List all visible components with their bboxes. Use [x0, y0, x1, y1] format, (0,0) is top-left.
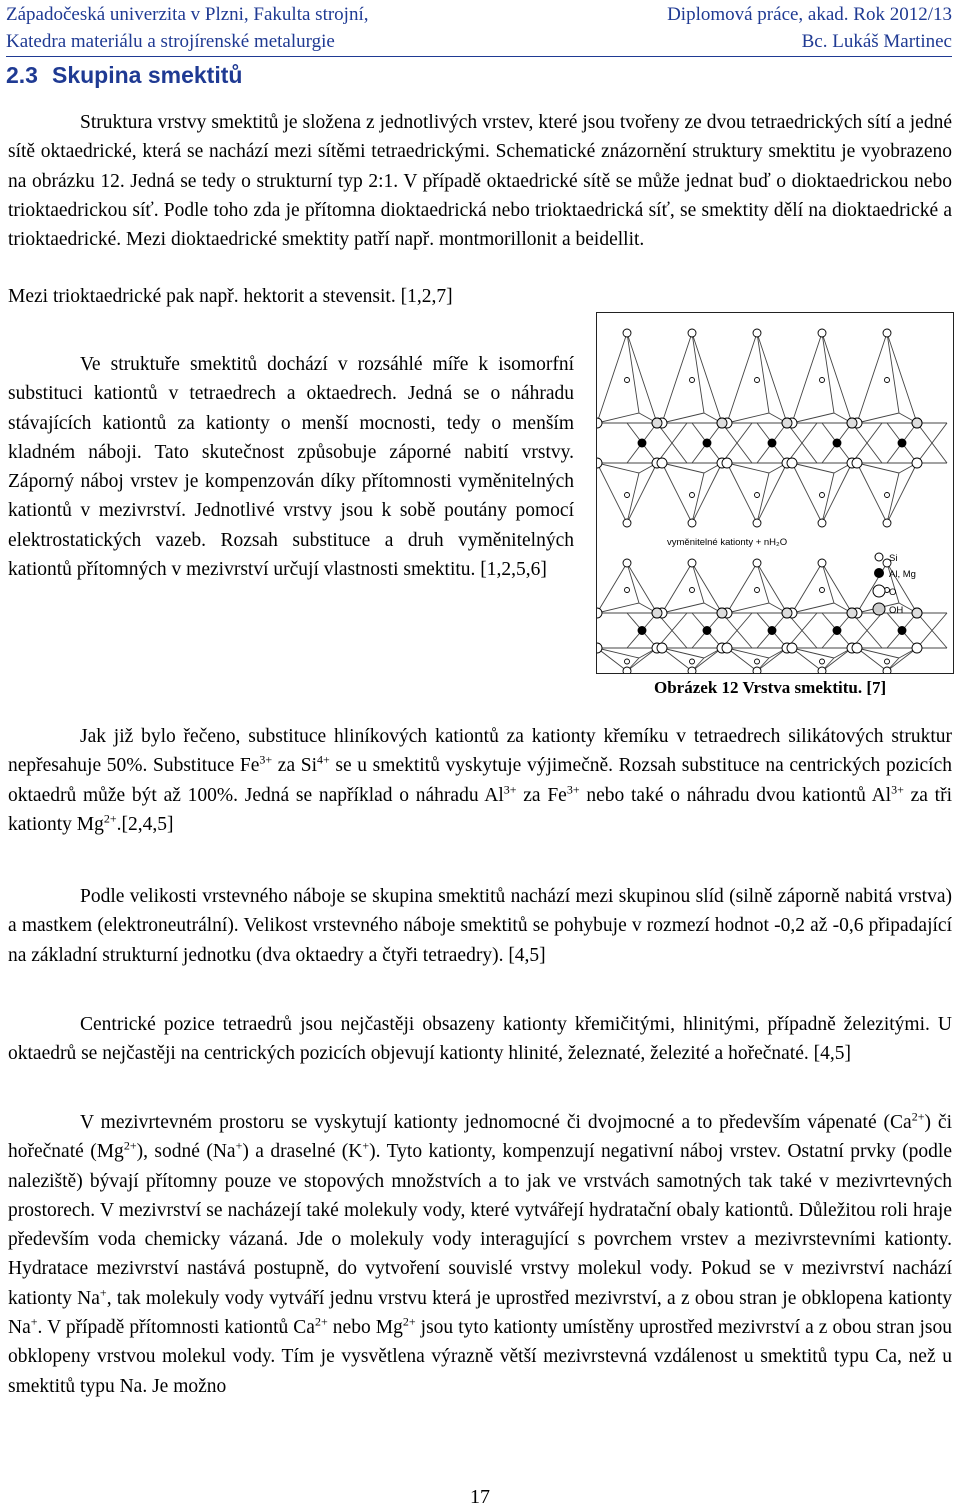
lattice-atom — [818, 519, 826, 527]
lattice-atom — [638, 627, 646, 635]
lattice-bond — [627, 333, 657, 423]
smectite-structure-drawing — [597, 313, 953, 673]
lattice-atom — [820, 588, 825, 593]
lattice-atom — [703, 439, 711, 447]
lattice-bond — [692, 333, 722, 423]
lattice-bond — [627, 473, 639, 523]
lattice-bond — [692, 473, 704, 523]
lattice-atom — [852, 643, 862, 653]
figure-caption: Obrázek 12 Vrstva smektitu. [7] — [654, 678, 887, 697]
lattice-bond — [757, 333, 787, 423]
lattice-atom — [753, 667, 761, 673]
lattice-atom — [755, 659, 760, 664]
legend-o-label: O — [889, 587, 897, 598]
lattice-bond — [727, 333, 757, 423]
lattice-atom — [753, 519, 761, 527]
lattice-atom — [820, 378, 825, 383]
p3-sup-fe: 3+ — [259, 752, 273, 767]
lattice-atom — [885, 659, 890, 664]
lattice-atom — [787, 458, 797, 468]
lattice-atom — [818, 559, 826, 567]
lattice-atom — [625, 588, 630, 593]
lattice-bond — [822, 333, 852, 423]
p6-sup-k: + — [362, 1138, 370, 1153]
lattice-atom — [703, 627, 711, 635]
lattice-bond — [627, 648, 657, 671]
lattice-atom — [722, 458, 732, 468]
lattice-atom — [782, 608, 792, 618]
lattice-atom — [885, 378, 890, 383]
lattice-bond — [857, 463, 899, 473]
lattice-bond — [792, 603, 834, 613]
legend-si-label: Si — [889, 553, 898, 564]
lattice-bond — [822, 473, 834, 523]
lattice-bond — [857, 413, 899, 423]
lattice-bond — [857, 463, 887, 523]
lattice-bond — [662, 603, 704, 613]
lattice-atom — [625, 659, 630, 664]
p6-sup-na3: + — [30, 1314, 38, 1329]
legend-o-symbol — [873, 585, 885, 597]
lattice-atom — [623, 559, 631, 567]
lattice-atom — [623, 329, 631, 337]
p6-text-f: , tak molekuly vody vytváří jednu vrstvu která je uprostřed mezivrství, a z obou stran je obklopena kationty Na — [8, 1287, 952, 1339]
lattice-atom — [912, 418, 922, 428]
p6-text-c: ), sodné (Na — [136, 1141, 236, 1163]
lattice-atom — [690, 378, 695, 383]
lattice-atom — [883, 519, 891, 527]
lattice-bond — [727, 413, 769, 423]
p6-text-a: V mezivrtevném prostoru se vyskytují kationty jednomocné či dvojmocné a to především vápenaté (Ca — [80, 1112, 912, 1133]
lattice-atom — [652, 608, 662, 618]
p3-text-e: nebo také o náhradu dvou kationtů Al — [579, 784, 892, 806]
figure-inner-label: vyměnitelné kationty + nH₂O — [667, 537, 788, 548]
lattice-bond — [792, 333, 822, 423]
lattice-atom — [768, 439, 776, 447]
paragraph-6 — [8, 1108, 952, 1401]
p3-text-f: za tři kationty Mg — [8, 784, 953, 835]
lattice-bond — [692, 563, 722, 613]
legend-almg-label: Al, Mg — [889, 569, 916, 580]
paragraph-1-tail — [8, 282, 574, 311]
lattice-bond — [757, 333, 769, 413]
lattice-bond — [692, 648, 722, 671]
lattice-atom — [688, 667, 696, 673]
lattice-bond — [822, 648, 852, 671]
lattice-atom — [883, 667, 891, 673]
p3-sup-si: 4+ — [317, 752, 330, 767]
p3-text-d: za Fe — [516, 784, 567, 806]
lattice-atom — [597, 608, 602, 618]
lattice-bond — [627, 333, 639, 413]
p3-text-b: za Si — [272, 755, 318, 777]
paragraph-1 — [8, 108, 952, 292]
paragraph-5-text: Centrické pozice tetraedrů jsou nejčastěji obsazeny kationty křemičitými, hlinitými, případně železitými. U oktaedrů se nejčastěji na centrických pozicích objevují kationty hlinité, železnaté, železité a hořečnaté. [4,5] — [8, 1014, 952, 1065]
lattice-atom — [657, 458, 667, 468]
lattice-bond — [792, 563, 822, 613]
lattice-atom — [820, 659, 825, 664]
lattice-atom — [652, 418, 662, 428]
paragraph-1-tail-text: Mezi trioktaedrické pak např. hektorit a stevensit. [1,2,7] — [8, 286, 453, 307]
section-heading — [6, 62, 242, 89]
header-author: Bc. Lukáš Martinec — [801, 31, 952, 52]
lattice-bond — [822, 333, 834, 413]
header-thesis: Diplomová práce, akad. Rok 2012/13 — [667, 4, 952, 25]
lattice-bond — [757, 648, 787, 671]
lattice-atom — [753, 329, 761, 337]
lattice-bond — [597, 333, 627, 423]
figure-legend — [873, 553, 916, 616]
lattice-atom — [688, 519, 696, 527]
p6-text-i: jsou tyto kationty umístěny uprostřed mezivrství a z obou stran jsou obklopeny vrstvou molekul vody. Tím je vysvětlena výrazně větší mezivrstevná vzdálenost u smektitů typu Ca, než u smektitů typu Na. Je možno — [8, 1317, 952, 1397]
lattice-bond — [757, 463, 787, 523]
p6-sup-na: + — [235, 1138, 243, 1153]
p3-sup-al: 3+ — [503, 782, 517, 797]
paragraph-2-text: Ve struktuře smektitů dochází v rozsáhlé míře k isomorfní substituci kationtů v tetraedrech a oktaedrech. Jedná se o náhradu stávajících kationtů za kationty o menší mocnosti, tedy o menším kladném náboji. Tato skutečnost způsobuje záporné nabití vrstvy. Záporný náboj vrstev je kompenzován díky přítomnosti vyměnitelných kationtů v mezivrství. Jednotlivé vrstvy jsou k sobě poutány pomocí elektrostatických vazeb. Rozsah substituce a druh vyměnitelných kationtů přítomných v mezivrství určují vlastnosti smektitu. [1,2,5,6] — [8, 354, 574, 581]
legend-oh-symbol — [873, 603, 885, 615]
lattice-bond — [627, 463, 657, 523]
lattice-bond — [597, 463, 639, 473]
lattice-atom — [820, 493, 825, 498]
lattice-bond — [822, 463, 852, 523]
lattice-atom — [597, 458, 602, 468]
lattice-bond — [757, 563, 787, 613]
lattice-atom — [912, 458, 922, 468]
section-title: Skupina smektitů — [51, 62, 243, 88]
lattice-atom — [847, 418, 857, 428]
paragraph-4 — [8, 882, 952, 970]
lattice-atom — [898, 439, 906, 447]
lattice-atom — [898, 627, 906, 635]
lattice-atom — [833, 439, 841, 447]
lattice-atom — [818, 329, 826, 337]
lattice-bond — [887, 333, 917, 423]
paragraph-4-text: Podle velikosti vrstevného náboje se skupina smektitů nachází mezi skupinou slíd (silně záporně nabitá vrstva) a mastkem (elektroneutrální). Velikost vrstevného náboje smektitů se pohybuje v rozmezí hodnot -0,2 až -0,6 připadající na základní strukturní jednotku (dva oktaedry a čtyři tetraedry). [4,5] — [8, 886, 952, 966]
lattice-atom — [755, 493, 760, 498]
lattice-bond — [662, 463, 692, 523]
lattice-bond — [597, 603, 639, 613]
lattice-bond — [822, 563, 852, 613]
header-university: Západočeská univerzita v Plzni, Fakulta strojní, — [6, 4, 369, 25]
lattice-bond — [597, 463, 627, 523]
lattice-bond — [662, 413, 704, 423]
lattice-bond — [727, 463, 757, 523]
lattice-atom — [688, 329, 696, 337]
lattice-atom — [883, 329, 891, 337]
legend-almg-symbol — [874, 568, 884, 578]
lattice-atom — [852, 458, 862, 468]
lattice-atom — [638, 439, 646, 447]
paragraph-3 — [8, 722, 952, 839]
lattice-bond — [887, 463, 917, 523]
lattice-bond — [692, 463, 722, 523]
p6-sup-na2: + — [99, 1285, 107, 1300]
lattice-atom — [722, 643, 732, 653]
lattice-bond — [662, 333, 692, 423]
lattice-atom — [623, 519, 631, 527]
lattice-bond — [887, 648, 917, 671]
lattice-bond — [627, 563, 657, 613]
lattice-atom — [717, 608, 727, 618]
lattice-atom — [623, 667, 631, 673]
lattice-atom — [690, 659, 695, 664]
header-department: Katedra materiálu a strojírenské metalurgie — [6, 31, 335, 52]
lattice-bond — [727, 563, 757, 613]
lattice-atom — [885, 493, 890, 498]
lattice-atom — [768, 627, 776, 635]
p6-sup-ca: 2+ — [911, 1109, 925, 1124]
lattice-bond — [757, 473, 769, 523]
lattice-atom — [753, 559, 761, 567]
lattice-bond — [757, 563, 769, 603]
lattice-atom — [717, 418, 727, 428]
p3-text-c: se u smektitů vyskytuje výjimečně. Rozsah substituce na centrických pozicích oktaedrů může být až 100%. Jedná se například o náhradu Al — [8, 755, 952, 806]
lattice-bond — [597, 413, 639, 423]
lattice-bond — [727, 463, 769, 473]
lattice-atom — [755, 588, 760, 593]
p3-text-a: Jak již bylo řečeno, substituce hliníkových kationtů za kationty křemíku v tetraedrech silikátových struktur nepřesahuje 50%. Substituce Fe — [8, 726, 952, 777]
lattice-atom — [688, 559, 696, 567]
lattice-atom — [625, 378, 630, 383]
lattice-bond — [822, 563, 834, 603]
lattice-atom — [833, 627, 841, 635]
lattice-atom — [912, 643, 922, 653]
lattice-bond — [792, 463, 822, 523]
header-line-2 — [6, 31, 952, 55]
p6-text-g: . V případě přítomnosti kationtů Ca — [37, 1317, 315, 1339]
section-number: 2.3 — [6, 62, 38, 88]
p6-sup-ca2: 2+ — [314, 1314, 328, 1329]
lattice-atom — [787, 643, 797, 653]
header-rule — [6, 56, 952, 57]
p6-text-h: nebo Mg — [327, 1317, 403, 1339]
lattice-atom — [912, 608, 922, 618]
paragraph-1-text: Struktura vrstvy smektitů je složena z jednotlivých vrstev, které jsou tvořeny ze dvou tetraedrických sítí a jedné sítě oktaedrické, která se nachází mezi sítěmi tetraedrickými. Schematické znázornění struktury smektitu je vyobrazeno na obrázku 12. Jedná se tedy o strukturní typ 2:1. V případě oktaedrické sítě se může jednat buď o dioktaedrickou nebo trioktaedrickou síť. Podle toho zda je přítomna dioktaedrická nebo trioktaedrická síť, se smektity dělí na dioktaedrické a trioktaedrické. Mezi dioktaedrické smektity patří např. montmorillonit a beidellit. — [8, 112, 952, 251]
lattice-bond — [792, 413, 834, 423]
paragraph-2 — [8, 350, 574, 584]
legend-oh-label: OH — [889, 605, 904, 616]
lattice-atom — [690, 493, 695, 498]
lattice-bond — [597, 563, 627, 613]
lattice-bond — [887, 473, 899, 523]
lattice-atom — [597, 418, 602, 428]
smectite-structure-figure — [596, 312, 954, 674]
p3-sup-al2: 3+ — [891, 782, 904, 797]
header-line-1 — [6, 4, 952, 28]
lattice-atom — [818, 667, 826, 673]
lattice-bond — [887, 333, 899, 413]
lattice-atom — [847, 608, 857, 618]
lattice-bond — [662, 563, 692, 613]
p6-text-d: ) a draselné (K — [242, 1141, 363, 1163]
lattice-bond — [662, 463, 704, 473]
p3-text-g: .[2,4,5] — [116, 813, 174, 835]
lattice-bond — [857, 333, 887, 423]
page-number: 17 — [470, 1486, 490, 1508]
p6-sup-mg2: 2+ — [402, 1314, 416, 1329]
paragraph-5 — [8, 1010, 952, 1069]
legend-si-symbol — [875, 553, 883, 561]
lattice-atom — [755, 378, 760, 383]
lattice-atom — [690, 588, 695, 593]
p6-text-e: ). Tyto kationty, kompenzují negativní náboj vrstev. Ostatní prvky (podle naleziště) bývají přítomny pouze ve stopových množstvích a to jak ve vrstvách samotných tak také v mezivrtevných prostorech. V mezivrství se nacházejí také molekuly vody, které vytvářejí hydratační obaly kationtů. Důležitou roli hraje především voda chemicky vázaná. Jde o molekuly vody interagující s povrchem vrstev a mezivrstevními kationty. Hydratace mezivrství nastává postupně, do vytvoření souvislé vrstvy molekul vody. Pokud se v mezivrství nachází kationty Na — [8, 1141, 952, 1309]
lattice-atom — [625, 493, 630, 498]
lattice-atom — [657, 643, 667, 653]
lattice-bond — [727, 603, 769, 613]
lattice-bond — [692, 333, 704, 413]
p6-sup-mg: 2+ — [123, 1138, 137, 1153]
p6-text-b: ) či hořečnaté (Mg — [8, 1112, 952, 1163]
lattice-bond — [692, 563, 704, 603]
lattice-bond — [792, 463, 834, 473]
lattice-bond — [627, 563, 639, 603]
lattice-atom — [782, 418, 792, 428]
p3-sup-mg: 2+ — [103, 811, 117, 826]
p3-sup-fe2: 3+ — [566, 782, 580, 797]
